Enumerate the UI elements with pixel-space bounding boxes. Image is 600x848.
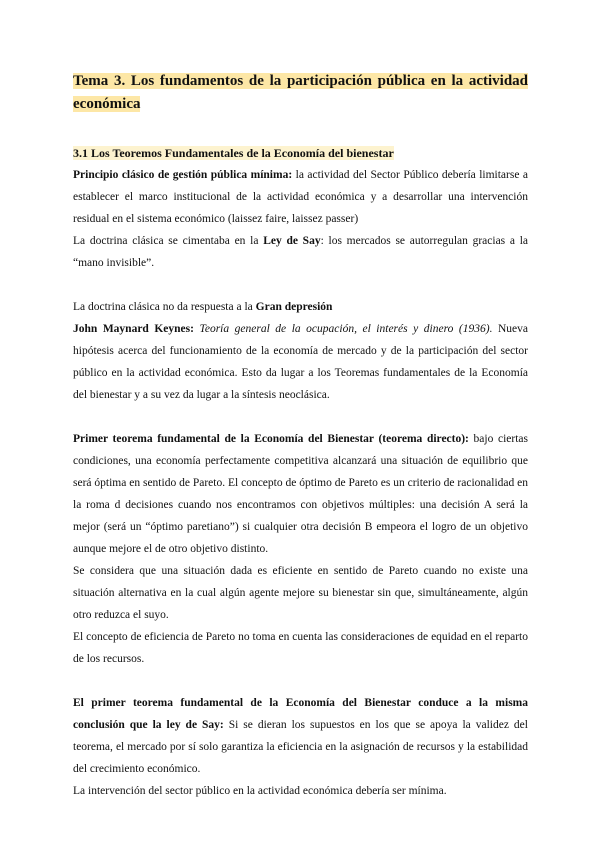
paragraph-keynes <box>73 318 528 406</box>
paragraph-conclusion-say <box>73 692 528 780</box>
spacer <box>73 274 528 296</box>
paragraph-text: : los mercados se autorregulan gracias a la “mano invisible”. <box>73 235 529 269</box>
paragraph-primer-teorema <box>73 428 528 560</box>
paragraph-ley-de-say <box>73 230 528 274</box>
paragraph-term: Gran depresión <box>255 301 333 313</box>
paragraph-text: La doctrina clásica no da respuesta a la <box>73 301 256 313</box>
paragraph-equidad: El concepto de eficiencia de Pareto no toma en cuenta las consideraciones de equidad en el reparto de los recursos. <box>73 631 528 665</box>
page-title <box>73 70 528 116</box>
paragraph-lead: El primer teorema fundamental de la Economía del Bienestar conduce a la misma conclusión que la ley de Say: <box>73 697 528 731</box>
paragraph-text: la actividad del Sector Público debería limitarse a establecer el marco institucional de la actividad económica y a desarrollar una intervención residual en el sistema económico (laissez faire, laissez passer) <box>73 169 529 225</box>
spacer <box>73 406 528 428</box>
book-title: Teoría general de la ocupación, el interés y dinero (1936). <box>193 323 493 335</box>
paragraph-text: Si se dieran los supuestos en los que se apoya la validez del teorema, el mercado por sí solo garantiza la eficiencia en la asignación de recursos y la estabilidad del crecimiento económico. <box>73 719 528 775</box>
paragraph-eficiencia-pareto: Se considera que una situación dada es eficiente en sentido de Pareto cuando no existe una situación alternativa en la cual algún agente mejore su bienestar sin que, simultáneamente, algún otro reduzca el suyo. <box>73 565 528 621</box>
paragraph-text: La doctrina clásica se cimentaba en la <box>73 235 264 247</box>
document-content <box>73 70 528 802</box>
paragraph-term: Ley de Say <box>263 235 321 247</box>
title-text: Tema 3. Los fundamentos de la participación pública en la actividad económica <box>73 73 528 112</box>
paragraph-lead: Principio clásico de gestión pública mínima: <box>73 169 293 181</box>
paragraph-text: bajo ciertas condiciones, una economía perfectamente competitiva alcanzará una situación de equilibrio que será óptima en sentido de Pareto. El concepto de óptimo de Pareto es un criterio de racionalidad en la roma d decisiones cuando nos encontramos con objetivos múltiples: una decisión A será la mejor (será un “óptimo paretiano”) si cualquier otra decisión B empeora el logro de un objetivo aunque mejore el de otro objetivo distinto. <box>73 433 529 555</box>
paragraph-lead: John Maynard Keynes: <box>73 323 194 335</box>
paragraph-intervencion-minima: La intervención del sector público en la actividad económica debería ser mínima. <box>73 785 447 797</box>
section-heading-text: 3.1 Los Teoremos Fundamentales de la Economía del bienestar <box>73 146 394 160</box>
paragraph-text: Nueva hipótesis acerca del funcionamiento de la economía de mercado y de la participación del sector público en la actividad económica. Esto da lugar a los Teoremas fundamentales de la Economía del bienestar y a su vez da lugar a la síntesis neoclásica. <box>73 323 528 401</box>
spacer <box>73 670 528 692</box>
section-heading <box>73 142 528 164</box>
paragraph-principio-clasico <box>73 164 528 230</box>
paragraph-gran-depresion <box>73 296 528 318</box>
paragraph-lead: Primer teorema fundamental de la Economía del Bienestar (teorema directo): <box>73 433 469 445</box>
